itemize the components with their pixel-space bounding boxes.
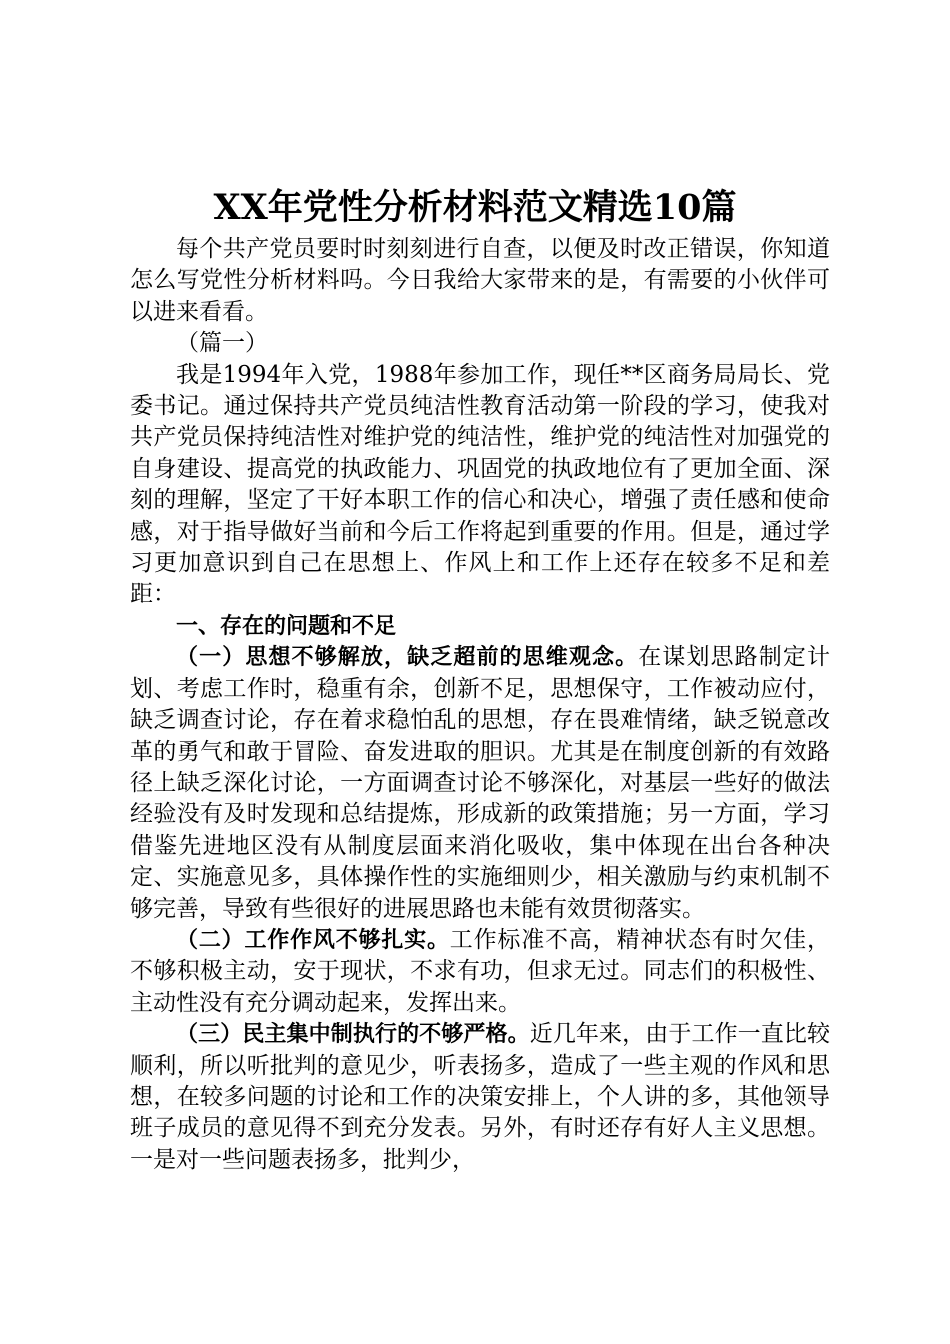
item-1-text: 在谋划思路制定计划、考虑工作时，稳重有余，创新不足，思想保守，工作被动应付，缺乏调查讨论，存在着求稳怕乱的思想，存在畏难情绪，缺乏锐意改革的勇气和敢于冒险、奋发进取的胆识。尤其是在制度创新的有效路径上缺乏深化讨论，一方面调查讨论不够深化，对基层一些好的做法经验没有及时发现和总结提炼，形成新的政策措施；另一方面，学习借鉴先进地区没有从制度层面来消化吸收，集中体现在出台各种决定、实施意见多，具体操作性的实施细则少，相关激励与约束机制不够完善，导致有些很好的进展思路也未能有效贯彻落实。	[130, 644, 830, 922]
document-title: XX年党性分析材料范文精选10篇	[213, 187, 737, 228]
paragraph-1: 我是1994年入党，1988年参加工作，现任**区商务局局长、党委书记。通过保持共产党员纯洁性教育活动第一阶段的学习，使我对共产党员保持纯洁性对维护党的纯洁性，维护党的纯洁性对加强党的自身建设、提高党的执政能力、巩固党的执政地位有了更加全面、深刻的理解，坚定了干好本职工作的信心和决心，增强了责任感和使命感，对于指导做好当前和今后工作将起到重要的作用。但是，通过学习更加意识到自己在思想上、作风上和工作上还存在较多不足和差距：	[130, 361, 830, 608]
item-3-text: 近几年来，由于工作一直比较顺利，所以听批判的意见少，听表扬多，造成了一些主观的作风和思想，在较多问题的讨论和工作的决策安排上，个人讲的多，其他领导班子成员的意见得不到充分发表。另外，有时还存有好人主义思想。一是对一些问题表扬多，批判少，	[130, 1021, 830, 1173]
item-2-text: 工作标准不高，精神状态有时欠佳，不够积极主动，安于现状，不求有功，但求无过。同志们的积极性、主动性没有充分调动起来，发挥出来。	[130, 926, 830, 1016]
item-3-paragraph	[130, 1019, 830, 1176]
section-heading: 一、存在的问题和不足	[176, 613, 397, 639]
part-label: （篇一）	[176, 330, 268, 357]
intro-paragraph: 每个共产党员要时时刻刻进行自查，以便及时改正错误，你知道怎么写党性分析材料吗。今日我给大家带来的是，有需要的小伙伴可以进来看看。	[130, 236, 830, 325]
item-2-paragraph	[130, 925, 830, 1019]
item-2-heading: （二）工作作风不够扎实。	[176, 927, 450, 953]
item-1-paragraph	[130, 642, 830, 925]
item-3-heading: （三）民主集中制执行的不够严格。	[176, 1022, 530, 1048]
item-1-heading: （一）思想不够解放，缺乏超前的思维观念。	[176, 645, 639, 671]
document-body	[130, 234, 830, 1176]
